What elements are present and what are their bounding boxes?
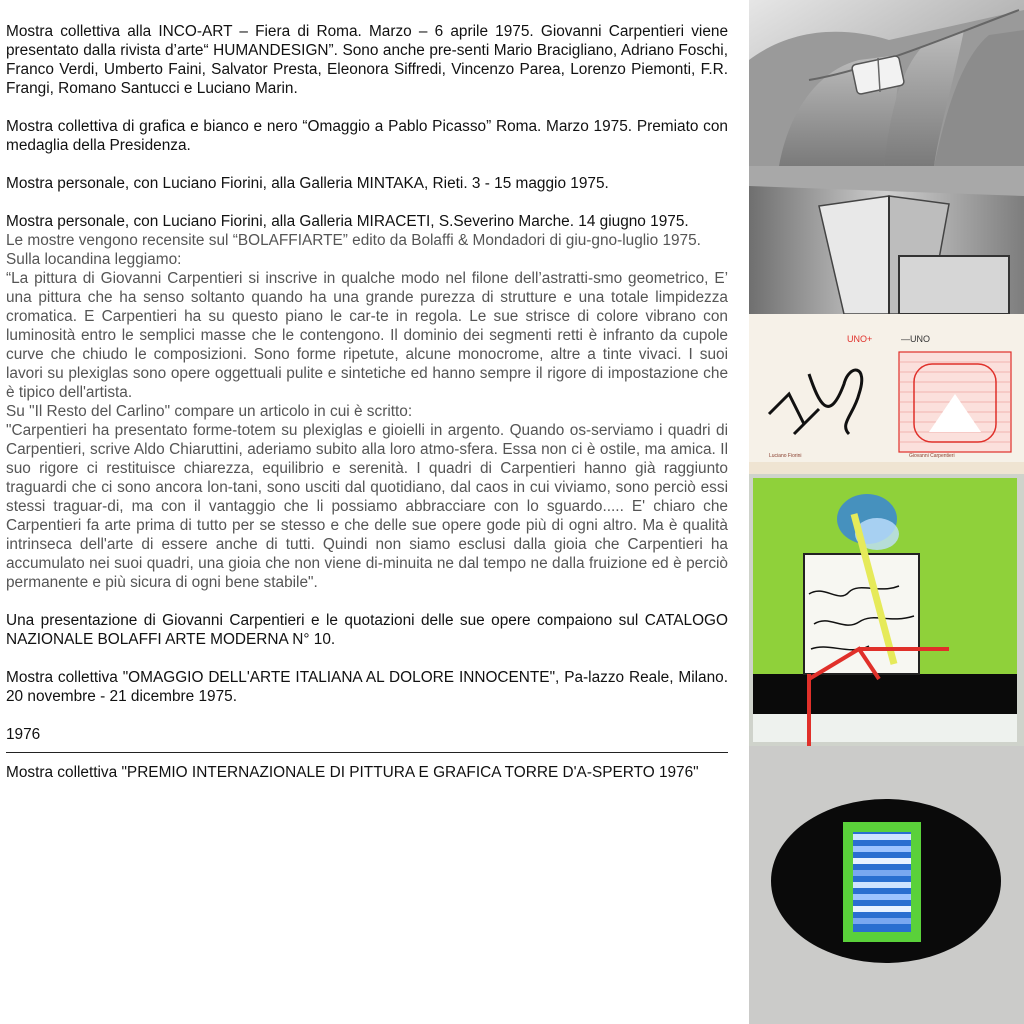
green-plexiglass-artwork xyxy=(749,474,1024,746)
review-locandina-quote: “La pittura di Giovanni Carpentieri si inscrive in qualche modo nel filone dell’astratti-smo geometrico, E’ una pittura che ha senso soltanto quando ha una grande purezza di strutture e una totale limpidezza cromatica. E Carpentieri ha su questo piano le car-te in regola. Le sue strisce di colore vibrano con luminosità entro le semplici masse che le contengono. Il dominio dei segmenti retti è infranto da cupole curve che chiudo le composizioni. Sono forme ripetute, alcune monocrome, altre a tinte vivaci. I suoi lavori su plexiglas sono opere oggettuali pulite e sintetiche ed hanno sempre il rigore di impostazione che è tipico dell'artista. xyxy=(6,270,728,401)
poster-label-left: UNO+ xyxy=(847,334,873,344)
oval-striped-artwork xyxy=(749,746,1024,1024)
review-block xyxy=(6,231,728,592)
entry-mintaka: Mostra personale, con Luciano Fiorini, alla Galleria MINTAKA, Rieti. 3 - 15 maggio 1975. xyxy=(6,175,609,192)
poster-label-right: —UNO xyxy=(901,334,930,344)
review-bolaffiarte: Le mostre vengono recensite sul “BOLAFFIARTE” edito da Bolaffi & Mondadori di giu-gno-luglio 1975. xyxy=(6,232,701,249)
review-carlino-quote: "Carpentieri ha presentato forme-totem su plexiglas e gioielli in argento. Quando os-serviamo i quadri di Carpentieri, scrive Aldo Chiaruttini, aderiamo subito alla loro atmo-sfera. Essa non ci è ostile, ma amica. Il suo rigore ci restituisce chiarezza, equilibrio e serenità. I quadri di Carpentieri hanno già raggiunto traguardi che ci sono ancora lon-tani, sono usciti dal quotidiano, dal caos in cui viviamo, sono perciò essi stessi traguar-di, ma con il vantaggio che li possiamo abbracciare con lo sguardo..... E' chiaro che Carpentieri fa arte prima di tutto per se stesso e che delle sue opere gode più di ogni altro. Ma è qualità intrinseca dell'arte di essere anche di tutti. Quindi non siamo esclusi dalla gioia che Carpentieri ha accumulato nei suoi quadri, una gioia che non viene di-minuita ne dal tempo ne dalla fruizione ed è perciò permanente e più sicura di ogni bene stabile". xyxy=(6,422,728,591)
ring-closeup-photo xyxy=(749,166,1024,314)
entry-palazzo-reale: Mostra collettiva "OMAGGIO DELL'ARTE ITALIANA AL DOLORE INNOCENTE", Pa-lazzo Reale, Milano. 20 novembre - 21 dicembre 1975. xyxy=(6,669,728,705)
exhibition-poster xyxy=(749,314,1024,474)
entry-omaggio-picasso: Mostra collettiva di grafica e bianco e nero “Omaggio a Pablo Picasso” Roma. Marzo 1975. Premiato con medaglia della Presidenza. xyxy=(6,118,728,154)
year-heading: 1976 xyxy=(6,726,41,743)
entry-miraceti: Mostra personale, con Luciano Fiorini, alla Galleria MIRACETI, S.Severino Marche. 14 giugno 1975. xyxy=(6,213,689,230)
artwork-photo-column xyxy=(749,0,1024,1024)
review-carlino-intro: Su "Il Resto del Carlino" compare un articolo in cui è scritto: xyxy=(6,403,413,420)
poster-name-left: Luciano Fiorini xyxy=(769,453,802,459)
ring-on-hand-photo xyxy=(749,0,1024,166)
review-locandina-intro: Sulla locandina leggiamo: xyxy=(6,251,182,268)
entry-torre-asperto: Mostra collettiva "PREMIO INTERNAZIONALE DI PITTURA E GRAFICA TORRE D'A-SPERTO 1976" xyxy=(6,764,699,781)
poster-name-right: Giovanni Carpentieri xyxy=(909,453,955,459)
biography-text-column xyxy=(6,22,728,801)
year-divider xyxy=(6,752,728,753)
entry-catalogo-bolaffi: Una presentazione di Giovanni Carpentieri e le quotazioni delle sue opere compaiono sul CATALOGO NAZIONALE BOLAFFI ARTE MODERNA N° 10. xyxy=(6,612,728,648)
entry-incoart: Mostra collettiva alla INCO-ART – Fiera di Roma. Marzo – 6 aprile 1975. Giovanni Carpentieri viene presentato dalla rivista d’arte“ HUMANDESIGN”. Sono anche pre-senti Mario Bracigliano, Adriano Foschi, Franco Verdi, Umberto Faini, Salvator Presta, Eleonora Siffredi, Vincenzo Parea, Lorenzo Piemonti, F.R. Frangi, Romano Santucci e Luciano Marin. xyxy=(6,23,728,97)
